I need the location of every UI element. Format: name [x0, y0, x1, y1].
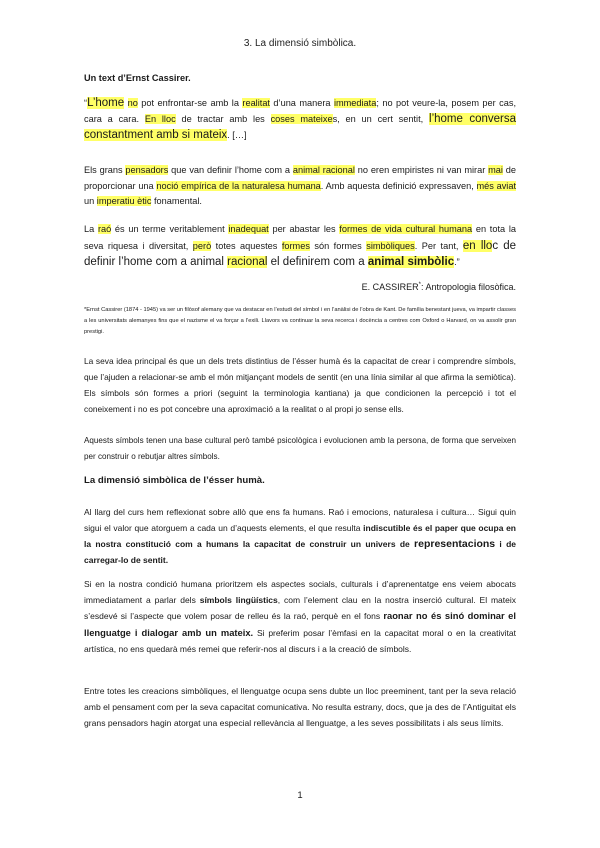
text-run: Si preferim posar l’èmfasi en la capacitat moral o en la creativitat artística, no ens quedarà més remei que referir-nos al discurs i a la creació de símbols.	[84, 627, 516, 654]
paragraph-language: Entre totes les creacions simbòliques, el llenguatge ocupa sens dubte un lloc preeminent, tant per la seva relació amb el pensament com per la seva capacitat comunicativa. No resulta estrany, docs, que ja des de l’Antiguitat els grans pensadors hagin atorgat una especial rellevància al llenguatge, a les seves possibilitats i als seus límits.	[84, 686, 516, 729]
highlight: racional	[227, 256, 268, 268]
text-run: Els grans	[84, 165, 126, 175]
text-run: de proporcionar una	[84, 165, 516, 191]
highlight: animal simbòlic	[367, 256, 455, 268]
text-run: Si en la nostra condició humana prioritzem els aspectes socials, culturals i d’aprenentatge ens veiem abocats immediatament a parlar dels	[84, 579, 516, 606]
text-run: La	[84, 224, 98, 234]
quote-paragraph-3	[84, 221, 516, 271]
text-run: “	[84, 98, 88, 108]
text-run: són formes	[309, 240, 367, 251]
text-run: no eren empiristes ni van mirar	[354, 165, 489, 175]
highlight: L’home	[87, 97, 125, 109]
text-run: un	[84, 196, 97, 206]
highlight: mai	[488, 165, 503, 175]
highlight: coses mateixe	[270, 114, 333, 124]
paragraph-human-dimension	[84, 504, 516, 568]
text-run: totes aquestes	[211, 240, 282, 251]
paragraph-symbols-basis: Aquests símbols tenen una base cultural però també psicològica i evolucionen amb la persona, de forma que serveixen per construir o rebutjar altres símbols.	[84, 436, 516, 461]
highlight: formes	[281, 240, 310, 251]
text-run: .”	[454, 257, 460, 267]
text-run: . […]	[227, 130, 247, 140]
highlight: formes de vida cultural humana	[339, 224, 473, 234]
highlight: l’home conversa constantment amb si mateix	[84, 113, 517, 141]
text-run: que van definir l’home com a	[168, 165, 293, 175]
text-run: Al llarg del curs hem reflexionat sobre allò que ens fa humans. Raó i emocions, naturalesa i cultura… Sigui quin sigui el valor que atorguem a cada un d’aquests elements, el que resulta	[84, 507, 516, 533]
highlight: immediata	[333, 98, 377, 108]
quote-paragraph-1	[84, 95, 516, 143]
highlight: realitat	[242, 98, 270, 108]
highlight: En lloc	[144, 114, 176, 124]
highlight: més aviat	[476, 180, 517, 191]
text-run: en tota la seva riquesa i diversitat,	[84, 224, 516, 251]
quote-paragraph-2	[84, 163, 516, 210]
quote-attribution	[84, 282, 516, 292]
page-number: 1	[297, 790, 303, 801]
bold-text: raonar no és sinó dominar el llenguatge i dialogar amb un mateix.	[84, 610, 516, 638]
work-title: : Antropologia filosòfica.	[420, 282, 516, 292]
highlight: però	[192, 240, 212, 251]
highlight: pensadors	[125, 165, 169, 175]
text-run: s, en un cert sentit,	[332, 114, 430, 124]
text-run: és un terme veritablement	[111, 224, 229, 234]
highlight: no	[127, 98, 138, 108]
text-run: c de definir l’home com a animal	[84, 239, 516, 268]
highlight: imperatiu ètic	[96, 196, 152, 206]
text-run: ; no pot veure-la, posem per cas, cara a cara.	[84, 98, 517, 124]
paragraph-linguistic-symbols	[84, 576, 516, 657]
text-run: , com l’element clau en la nostra inserció cultural. El mateix s’esdevé si l’aspecte que volem posar de relleu és la raó, perquè en el fons	[84, 595, 516, 622]
page-header: 3. La dimensió simbòlica.	[243, 38, 357, 49]
highlight: inadequat	[228, 224, 269, 234]
highlight: en llo	[462, 239, 493, 252]
text-run: . Per tant,	[414, 240, 463, 251]
footnote: *Ernst Cassirer (1874 - 1945) va ser un filòsof alemany que va destacar en l’estudi del símbol i en l’anàlisi de l’obra de Kant. De família benestant jueva, va impartir classes a les universitats alemanyes fins que el nazisme el va forçar a l’exili. Llavors va continuar la seva recerca i docència a centres com Oxford o Harvard, on va assolir gran prestigi.	[84, 307, 516, 335]
text-run: d’una manera	[269, 98, 334, 108]
author-name: E. CASSIRER	[361, 282, 419, 292]
paragraph-cassirer-idea: La seva idea principal és que un dels trets distintius de l’ésser humà és la capacitat de crear i comprendre símbols, que l’ajuden a relacionar-se amb el món mitjançant models de sentit (en una línia similar al que afirma la semiòtica). Els símbols són formes a priori (seguint la terminologia kantiana) ja que condicionen la percepció i tot el coneixement i no es pot concebre una aproximació a la realitat o al propi jo sense ells.	[84, 356, 516, 414]
text-run: per abastar les	[268, 224, 340, 234]
bold-text: símbols lingüístics	[199, 595, 278, 606]
text-run: pot enfrontar-se amb la	[137, 98, 243, 108]
section-heading: La dimensió simbòlica de l’ésser humà.	[84, 475, 265, 486]
text-run: el definirem com a	[267, 256, 368, 268]
highlight: simbòliques	[366, 240, 415, 251]
highlight: noció empírica de la naturalesa humana	[156, 180, 321, 191]
text-run: fonamental.	[151, 196, 202, 206]
subtitle: Un text d’Ernst Cassirer.	[84, 73, 191, 83]
highlight: raó	[97, 224, 112, 234]
bold-text: indiscutible és el paper que ocupa en la nostra constitució com a humans la capacitat de construir un univers de	[84, 523, 516, 549]
highlight: animal racional	[292, 165, 355, 175]
text-run: . Amb aquesta definició expressaven,	[320, 180, 477, 191]
bold-text: representacions	[414, 538, 496, 550]
bold-text: i de carregar-lo de sentit.	[84, 539, 516, 565]
text-run: de tractar amb les	[175, 114, 271, 124]
footnote-mark: *	[418, 282, 421, 288]
